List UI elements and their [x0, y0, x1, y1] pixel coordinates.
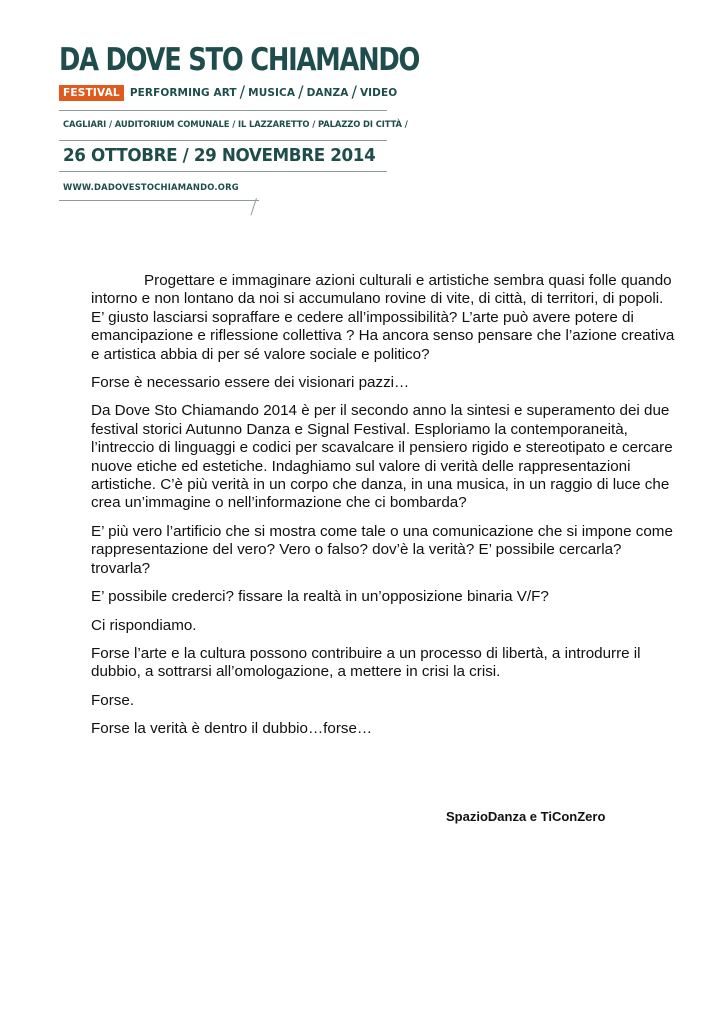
venues-line: CAGLIARI / AUDITORIUM COMUNALE / IL LAZZARETTO / PALAZZO DI CITTÀ /	[63, 119, 408, 129]
discipline-video: VIDEO	[359, 87, 398, 99]
disciplines-list	[129, 82, 398, 101]
divider	[59, 171, 387, 172]
website-url: WWW.DADOVESTOCHIAMANDO.ORG	[63, 182, 239, 192]
paragraph: Ci rispondiamo.	[91, 616, 197, 634]
discipline-danza: DANZA	[306, 87, 349, 99]
festival-title: DA DOVE STO CHIAMANDO	[59, 42, 420, 78]
letter-body	[91, 272, 676, 749]
paragraph: Forse è necessario essere dei visionari pazzi…	[91, 374, 410, 392]
paragraph: Forse l’arte e la cultura possono contribuire a un processo di libertà, a introdurre il dubbio, a sottrarsi all’omologazione, a mettere in crisi la crisi.	[91, 644, 641, 681]
slash-separator: /	[239, 82, 246, 101]
slash-separator: /	[351, 82, 357, 101]
signature: SpazioDanza e TiConZero	[446, 809, 606, 824]
paragraph: Forse la verità è dentro il dubbio…forse…	[91, 720, 373, 738]
paragraph: Forse.	[91, 691, 135, 709]
paragraph: Progettare e immaginare azioni culturali e artistiche sembra quasi folle quando intorno e non lontano da noi si accumulano rovine di vite, di città, di territori, di popoli. E’ giusto lasciarsi sopraffare e cedere all’impossibilità? L’arte può avere potere di emancipazione e riflessione collettiva ? Ha ancora senso pensare che l’azione creativa e artistica abbia di per sé valore sociale e politico?	[91, 272, 675, 363]
paragraph: E’ possibile crederci? fissare la realtà in un’opposizione binaria V/F?	[91, 588, 549, 606]
festival-dates: 26 OTTOBRE / 29 NOVEMBRE 2014	[63, 145, 376, 166]
paragraph: E’ più vero l’artificio che si mostra come tale o una comunicazione che si impone come rappresentazione del vero? Vero o falso? dov’è la verità? E’ possibile cercarla? trovarla?	[91, 522, 673, 577]
festival-badge: FESTIVAL	[59, 85, 124, 101]
divider	[59, 200, 259, 201]
paragraph: Da Dove Sto Chiamando 2014 è per il secondo anno la sintesi e superamento dei due festival storici Autunno Danza e Signal Festival. Esploriamo la contemporaneità, l’intreccio di linguaggi e codici per scavalcare il pensiero rigido e stereotipato e cercare nuove etiche ed estetiche. Indaghiamo sul valore di verità delle rappresentazioni artistiche. C’è più verità in un corpo che danza, in una musica, in un raggio di luce che crea un’immagine o nell’informazione che ci bombarda?	[91, 402, 673, 512]
discipline-performing-art: PERFORMING ART	[129, 87, 237, 99]
divider	[59, 140, 387, 141]
divider	[59, 110, 387, 111]
festival-tagline	[59, 84, 397, 102]
slash-separator: /	[298, 82, 304, 101]
discipline-musica: MUSICA	[248, 87, 296, 99]
